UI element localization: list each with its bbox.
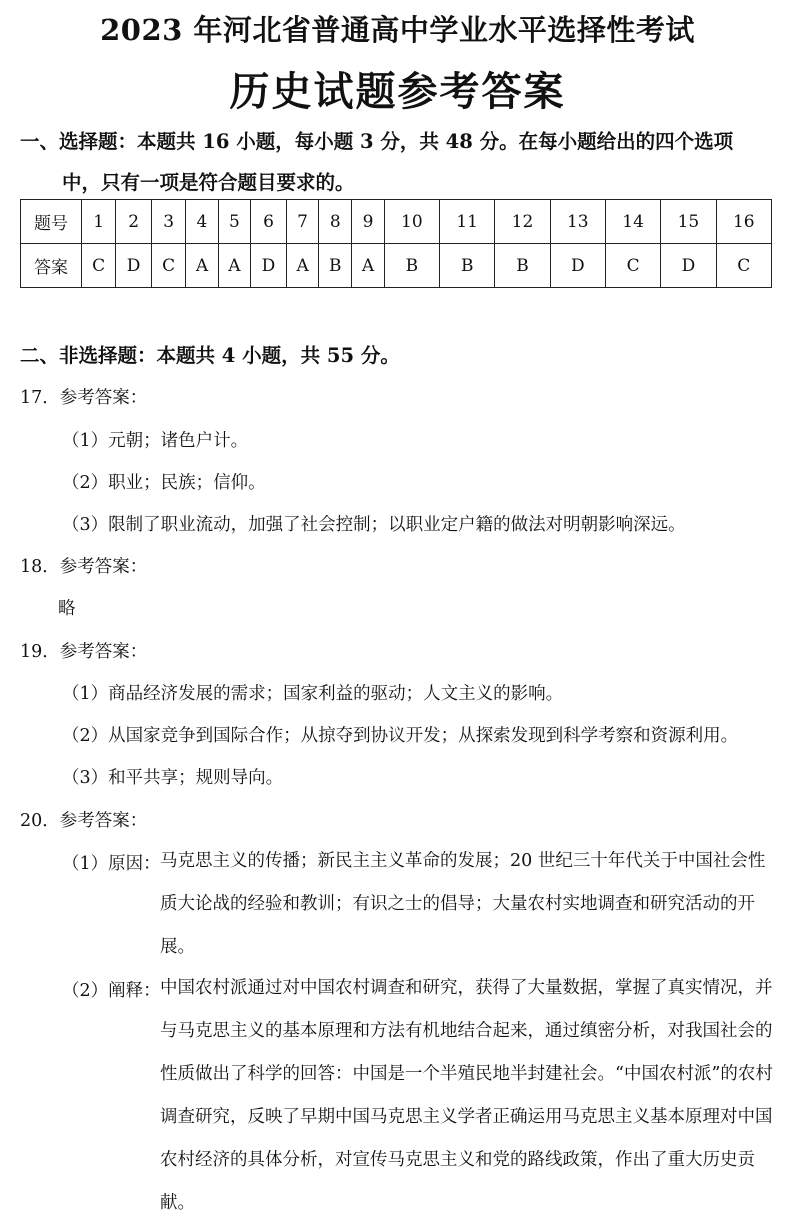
q18-label: 18．参考答案： — [20, 557, 148, 577]
question-number-cell: 13 — [550, 200, 605, 244]
document-title: 2023 年河北省普通高中学业水平选择性考试 — [100, 13, 695, 47]
answer-cell: A — [218, 244, 250, 288]
q20-part2-label: （2）阐释： — [62, 981, 161, 1001]
question-number-cell: 9 — [352, 200, 384, 244]
answer-cell: A — [186, 244, 218, 288]
q20-part1-label: （1）原因： — [62, 854, 161, 874]
question-number-cell: 6 — [251, 200, 287, 244]
q19-item: （2）从国家竞争到国际合作；从掠夺到协议开发；从探索发现到科学考察和资源利用。 — [62, 726, 739, 746]
answer-cell: D — [116, 244, 152, 288]
question-number-cell: 4 — [186, 200, 218, 244]
q20-label: 20．参考答案： — [20, 811, 148, 831]
question-number-cell: 15 — [661, 200, 716, 244]
answer-cell: C — [152, 244, 186, 288]
q18-answer: 略 — [58, 599, 76, 619]
q17-item: （2）职业；民族；信仰。 — [62, 473, 266, 493]
answer-cell: C — [82, 244, 116, 288]
section1-heading-line1: 一、选择题：本题共 16 小题，每小题 3 分，共 48 分。在每小题给出的四个选项 — [20, 130, 734, 153]
answer-cell: B — [384, 244, 439, 288]
answer-cell: D — [550, 244, 605, 288]
question-number-cell: 11 — [440, 200, 495, 244]
question-number-cell: 1 — [82, 200, 116, 244]
q17-item: （3）限制了职业流动，加强了社会控制；以职业定户籍的做法对明朝影响深远。 — [62, 515, 686, 535]
answer-cell: A — [286, 244, 318, 288]
question-number-cell: 8 — [319, 200, 352, 244]
answer-table — [20, 199, 772, 288]
answer-cell: B — [495, 244, 550, 288]
question-number-cell: 14 — [605, 200, 660, 244]
question-number-cell: 16 — [716, 200, 771, 244]
answer-cell: B — [319, 244, 352, 288]
answer-table-answer-row — [21, 244, 772, 288]
question-number-cell: 3 — [152, 200, 186, 244]
q20-part2-text: 中国农村派通过对中国农村调查和研究，获得了大量数据，掌握了真实情况，并与马克思主义的基本原理和方法有机地结合起来，通过缜密分析，对我国社会的性质做出了科学的回答：中国是一个半殖民地半封建社会。“中国农村派”的农村调查研究，反映了早期中国马克思主义学者正确运用马克思主义基本原理对中国农村经济的具体分析，对宣传马克思主义和党的路线政策，作出了重大历史贡献。 — [160, 978, 773, 1213]
q20-part2 — [62, 967, 782, 1225]
q19-label: 19．参考答案： — [20, 642, 148, 662]
section1-heading-line2: 中，只有一项是符合题目要求的。 — [62, 171, 355, 194]
answer-cell: C — [716, 244, 771, 288]
q20-part1-text: 马克思主义的传播；新民主主义革命的发展；20 世纪三十年代关于中国社会性质大论战的经验和教训；有识之士的倡导；大量农村实地调查和研究活动的开展。 — [160, 851, 766, 957]
answer-cell: D — [251, 244, 287, 288]
answer-cell: C — [605, 244, 660, 288]
answer-table-number-row — [21, 200, 772, 244]
answer-cell: A — [352, 244, 384, 288]
section2-heading: 二、非选择题：本题共 4 小题，共 55 分。 — [20, 344, 400, 367]
question-number-cell: 10 — [384, 200, 439, 244]
question-number-cell: 5 — [218, 200, 250, 244]
q19-item: （3）和平共享；规则导向。 — [62, 768, 284, 788]
q20-part1 — [62, 840, 782, 969]
document-subtitle: 历史试题参考答案 — [229, 68, 566, 115]
answer-row-label: 答案 — [21, 244, 82, 288]
q19-item: （1）商品经济发展的需求；国家利益的驱动；人文主义的影响。 — [62, 684, 564, 704]
question-number-cell: 12 — [495, 200, 550, 244]
question-number-cell: 7 — [286, 200, 318, 244]
answer-cell: B — [440, 244, 495, 288]
question-number-cell: 2 — [116, 200, 152, 244]
answer-cell: D — [661, 244, 716, 288]
q17-item: （1）元朝；诸色户计。 — [62, 431, 249, 451]
q17-label: 17．参考答案： — [20, 388, 148, 408]
number-row-label: 题号 — [21, 200, 82, 244]
